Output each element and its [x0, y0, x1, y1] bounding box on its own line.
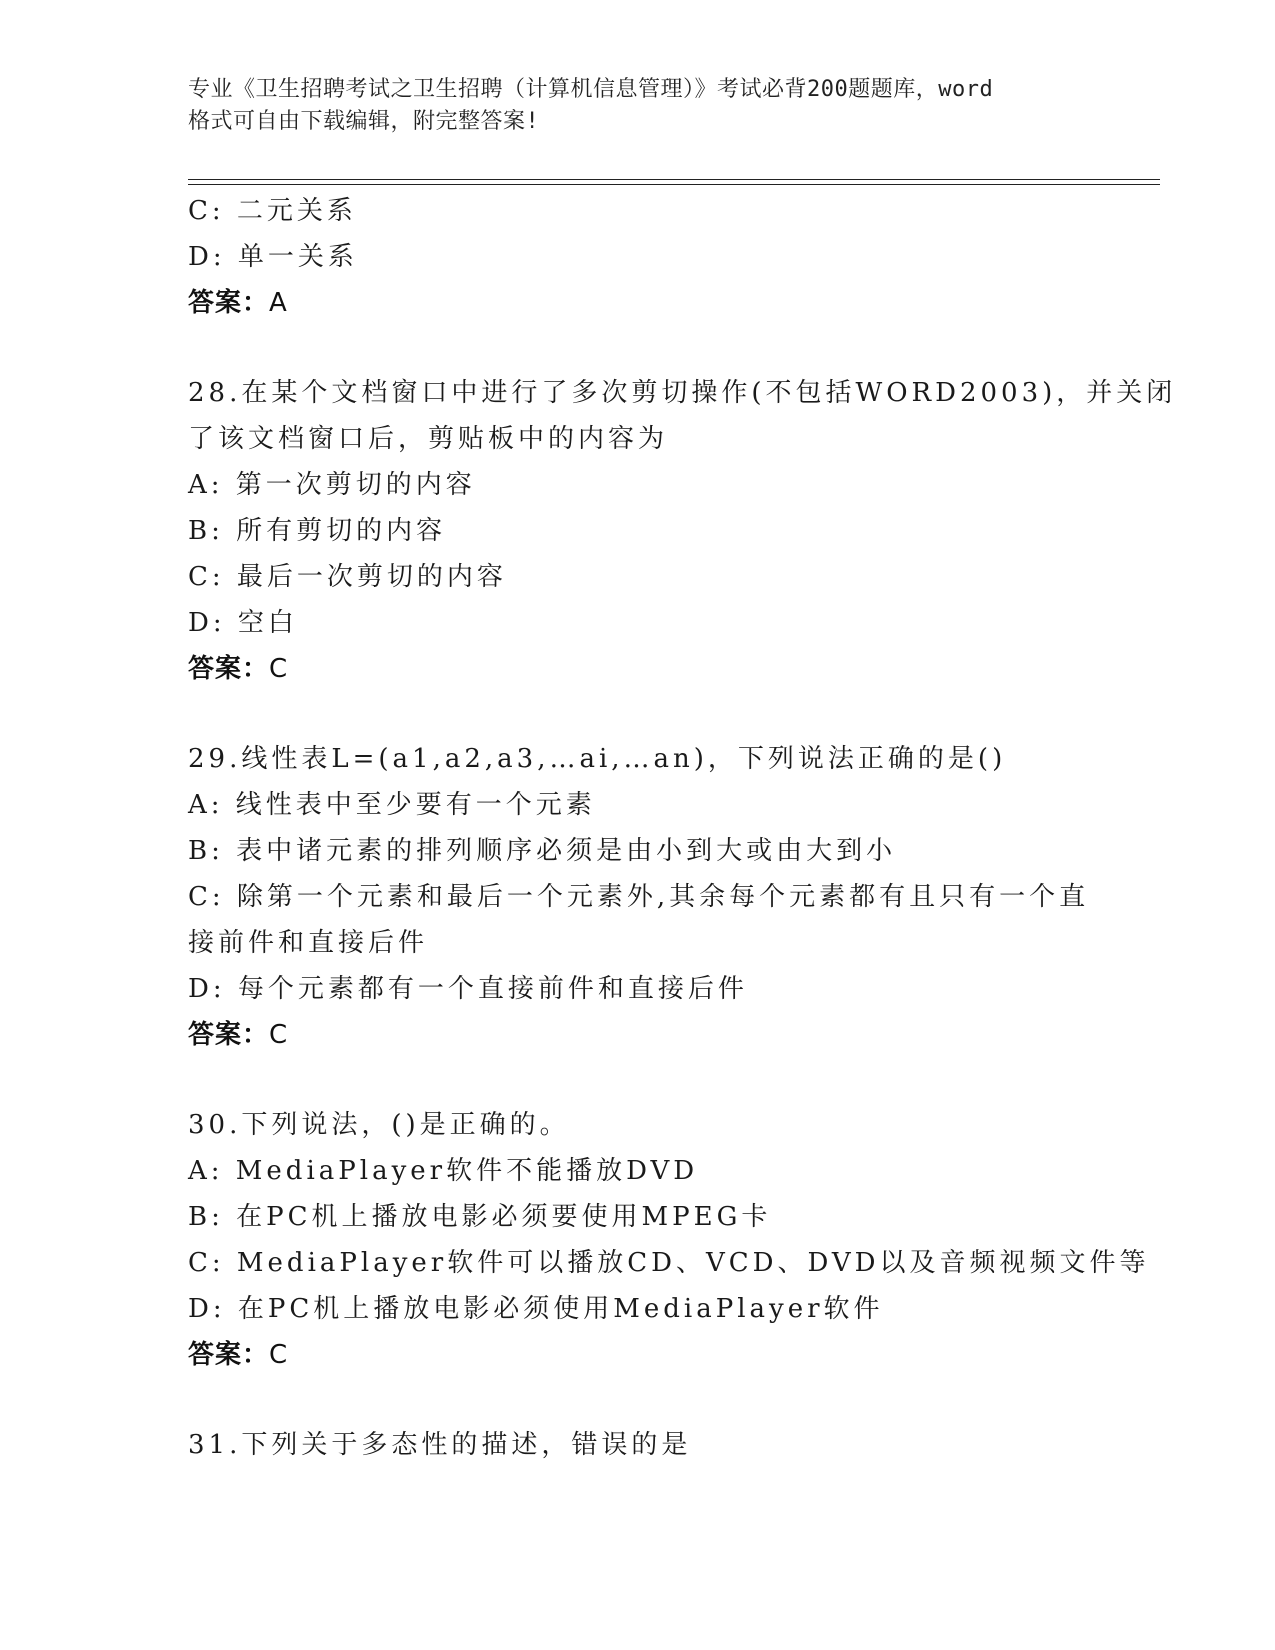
option-b: B: 所有剪切的内容 — [188, 516, 447, 546]
option-d: D: 空白 — [188, 608, 298, 638]
option-b: B: 表中诸元素的排列顺序必须是由小到大或由大到小 — [188, 836, 897, 866]
option-a: A: MediaPlayer软件不能播放DVD — [188, 1156, 699, 1186]
question-stem-continued: 了该文档窗口后，剪贴板中的内容为 — [188, 424, 669, 454]
question-30 — [188, 1102, 1150, 1378]
question-stem: 28.在某个文档窗口中进行了多次剪切操作(不包括WORD2003)，并关闭 — [188, 378, 1177, 408]
option-c: C: 最后一次剪切的内容 — [188, 562, 507, 592]
spacer — [188, 1058, 1088, 1102]
question-29 — [188, 736, 1088, 1058]
document-header — [188, 74, 1108, 138]
option-a: A: 线性表中至少要有一个元素 — [188, 790, 596, 820]
option-c: C: 二元关系 — [188, 196, 357, 226]
question-27-continued — [188, 188, 1088, 326]
answer-line — [188, 1332, 1088, 1378]
answer-label: 答案： — [188, 654, 270, 684]
option-c-continued: 接前件和直接后件 — [188, 928, 429, 958]
spacer — [188, 1378, 1088, 1422]
question-28 — [188, 370, 1177, 692]
answer-value: C — [269, 1020, 289, 1050]
option-b: B: 在PC机上播放电影必须要使用MPEG卡 — [188, 1202, 772, 1232]
spacer — [188, 692, 1088, 736]
question-stem: 31.下列关于多态性的描述，错误的是 — [188, 1430, 692, 1460]
answer-label: 答案： — [188, 1340, 270, 1370]
question-stem: 30.下列说法，()是正确的。 — [188, 1110, 570, 1140]
option-a: A: 第一次剪切的内容 — [188, 470, 476, 500]
option-c: C: MediaPlayer软件可以播放CD、VCD、DVD以及音频视频文件等 — [188, 1248, 1150, 1278]
answer-label: 答案： — [188, 1020, 270, 1050]
answer-value: C — [269, 654, 289, 684]
question-stem: 29.线性表L=(a1,a2,a3,…ai,…an)，下列说法正确的是() — [188, 744, 1007, 774]
option-d: D: 每个元素都有一个直接前件和直接后件 — [188, 974, 748, 1004]
answer-label: 答案： — [188, 288, 270, 318]
spacer — [188, 326, 1088, 370]
header-line-2: 格式可自由下载编辑，附完整答案! — [188, 109, 540, 134]
answer-line — [188, 646, 1088, 692]
question-31 — [188, 1422, 1088, 1468]
header-line-1: 专业《卫生招聘考试之卫生招聘（计算机信息管理）》考试必背200题题库，word — [188, 77, 994, 102]
header-rule-bottom — [188, 184, 1160, 185]
question-list — [188, 188, 1177, 1468]
answer-value: A — [269, 288, 288, 318]
answer-line — [188, 280, 1088, 326]
option-c: C: 除第一个元素和最后一个元素外,其余每个元素都有且只有一个直 — [188, 882, 1090, 912]
answer-line — [188, 1012, 1088, 1058]
header-rule-top — [188, 179, 1160, 180]
option-d: D: 单一关系 — [188, 242, 358, 272]
answer-value: C — [269, 1340, 289, 1370]
option-d: D: 在PC机上播放电影必须使用MediaPlayer软件 — [188, 1294, 884, 1324]
